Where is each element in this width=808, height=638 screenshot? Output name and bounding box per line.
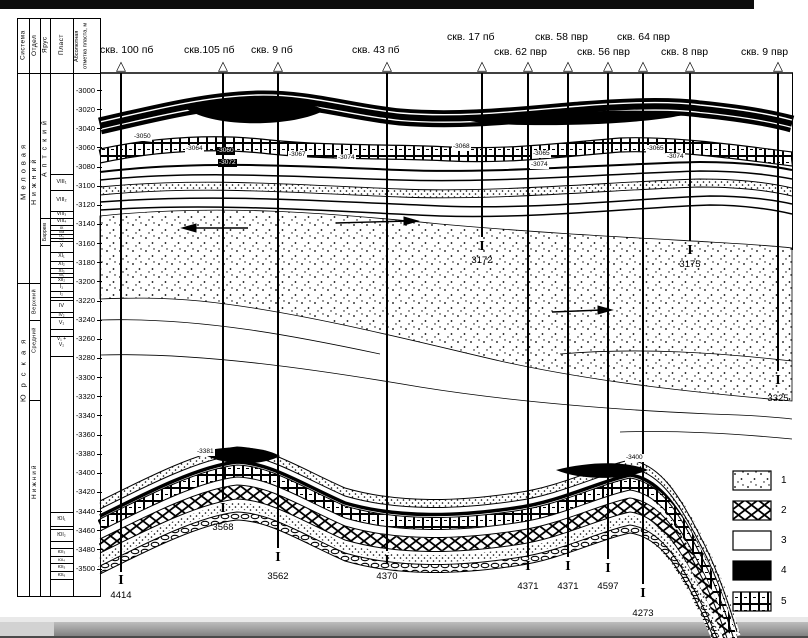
depth-tick-label: -3220: [75, 296, 95, 306]
well-depth-value: 3172: [471, 255, 493, 266]
depth-tick-dash: [97, 224, 102, 225]
horizon-depth-annotation: -3074: [531, 161, 548, 168]
well-head-triangle-icon: △: [273, 58, 283, 73]
system-cell: Юрская: [18, 332, 28, 402]
legend-swatch-blank: [732, 530, 774, 552]
well-label: скв. 58 пвр: [535, 31, 588, 43]
depth-tick-label: -3380: [75, 449, 95, 459]
depth-tick-label: -3180: [75, 257, 95, 267]
depth-tick-dash: [97, 301, 102, 302]
depth-tick-dash: [97, 320, 102, 321]
depth-tick-dash: [97, 109, 102, 110]
depth-tick-dash: [97, 569, 102, 570]
well-depth-value: 4371: [517, 581, 539, 592]
depth-tick-dash: [97, 186, 102, 187]
plast-row-label: ЮI₅: [57, 564, 66, 569]
plast-row-label: IXа: [58, 230, 65, 234]
well-bottom-marker: I: [565, 559, 571, 574]
well-bottom-marker: I: [118, 573, 124, 588]
well-bottom-marker: I: [775, 373, 781, 388]
horizon-depth-annotation: -3067: [289, 151, 306, 158]
well-depth-value: 4414: [110, 590, 132, 601]
legend-item-number: 2: [781, 505, 787, 516]
col-header-yarus: Ярус: [41, 36, 49, 54]
plast-row-label: I₂: [60, 291, 63, 296]
plast-row-label: ЮI₁: [57, 516, 66, 522]
well-bottom-marker: I: [275, 550, 281, 565]
legend-swatch-solid: [732, 560, 774, 582]
well-head-triangle-icon: △: [116, 58, 126, 73]
well-label: скв. 17 пб: [447, 31, 495, 43]
well-head-triangle-icon: △: [523, 58, 533, 73]
horizon-depth-annotation: -3074: [667, 153, 684, 160]
depth-tick-dash: [97, 530, 102, 531]
well-bore-line: [527, 73, 529, 557]
depth-tick-label: -3360: [75, 430, 95, 440]
col-header-system: Система: [19, 30, 27, 60]
well-head-triangle-icon: △: [603, 58, 613, 73]
depth-tick-dash: [97, 511, 102, 512]
depth-tick-label: -3120: [75, 200, 95, 210]
depth-tick-dash: [97, 358, 102, 359]
horizon-depth-annotation: -3400: [626, 454, 643, 461]
depth-tick-dash: [97, 396, 102, 397]
horizon-depth-annotation: -3065: [647, 145, 664, 152]
plast-row-label: IX: [59, 225, 64, 230]
well-label: скв.105 пб: [184, 44, 235, 56]
depth-tick-label: -3040: [75, 123, 95, 133]
depth-tick-dash: [97, 377, 102, 378]
plast-row-label: IX₁: [59, 234, 64, 238]
well-bore-line: [607, 73, 609, 559]
horizon-depth-annotation: -3060: [217, 147, 234, 154]
well-label: скв. 100 пб: [100, 44, 154, 56]
otdel-cell: Нижний: [31, 155, 38, 205]
plast-row-line: [50, 297, 73, 298]
depth-tick-label: -3080: [75, 162, 95, 172]
plast-row-label: VIII₂: [56, 197, 67, 203]
table-grid-hline: [17, 596, 100, 597]
well-label: скв. 9 пвр: [741, 46, 789, 58]
plast-row-line: [50, 579, 73, 580]
legend-item-number: 5: [781, 596, 787, 607]
table-grid-hline: [29, 320, 40, 321]
plast-row-label: VIII₁: [56, 179, 67, 185]
depth-tick-label: -3240: [75, 315, 95, 325]
depth-tick-label: -3300: [75, 372, 95, 382]
plast-row-label: XI₃: [58, 268, 65, 273]
well-bore-line: [642, 73, 644, 584]
well-bore-line: [277, 73, 279, 548]
well-depth-value: 4370: [376, 571, 398, 582]
plast-row-label: ЮI₂: [57, 532, 66, 538]
well-depth-value: 3568: [212, 522, 234, 533]
well-depth-value: 4597: [597, 581, 619, 592]
well-bottom-marker: I: [384, 553, 390, 568]
legend-item-number: 3: [781, 535, 787, 546]
middle-sand-body: [100, 210, 792, 401]
plast-row-label: XII₁: [58, 273, 65, 277]
depth-tick-dash: [97, 90, 102, 91]
plast-row-label: ЮI₄: [58, 557, 65, 562]
horizon-depth-annotation: -3065: [533, 150, 550, 157]
plast-row-label: XII₂: [57, 277, 66, 282]
depth-tick-dash: [97, 473, 102, 474]
depth-tick-label: -3020: [75, 104, 95, 114]
horizon-depth-annotation: -3064: [186, 145, 203, 152]
upper-cretaceous-bands: [100, 95, 792, 217]
well-bottom-marker: I: [479, 239, 485, 254]
depth-tick-label: -3280: [75, 353, 95, 363]
well-bottom-marker: I: [687, 243, 693, 258]
plast-row-label: V₁ + V₂: [56, 336, 67, 348]
table-grid-hline: [40, 245, 50, 246]
plast-row-label: XI₂: [58, 261, 65, 267]
otdel-cell: Средний: [31, 327, 38, 353]
well-bore-line: [567, 73, 569, 557]
depth-tick-label: -3060: [75, 142, 95, 152]
table-grid-hline: [17, 18, 100, 19]
plast-row-label: I₁: [59, 284, 64, 290]
depth-tick-label: -3420: [75, 487, 95, 497]
plast-row-label: VIII₃: [56, 211, 67, 217]
well-depth-value: 4273: [632, 608, 654, 619]
depth-tick-dash: [97, 549, 102, 550]
well-bore-line: [481, 73, 483, 237]
plast-row-line: [50, 541, 73, 542]
depth-tick-label: -3320: [75, 391, 95, 401]
well-label: скв. 8 пвр: [661, 46, 709, 58]
table-grid-hline: [29, 400, 40, 401]
well-bottom-marker: I: [220, 501, 226, 516]
legend-swatch-cross: [732, 500, 774, 522]
otdel-cell: Нижний: [31, 463, 38, 499]
well-depth-value: 3562: [267, 571, 289, 582]
depth-tick-label: -3460: [75, 525, 95, 535]
depth-tick-label: -3260: [75, 334, 95, 344]
depth-tick-dash: [97, 492, 102, 493]
well-head-triangle-icon: △: [773, 58, 783, 73]
well-head-triangle-icon: △: [218, 58, 228, 73]
col-header-abs-mark: Абсолютная отметка пласта, м: [74, 22, 89, 70]
plast-row-label: IV: [58, 303, 65, 309]
well-label: скв. 62 пвр: [494, 46, 547, 58]
otdel-cell: Верхний: [31, 288, 38, 315]
well-depth-value: 3325: [767, 393, 789, 404]
horizon-depth-annotation: -3074: [338, 154, 355, 161]
plast-row-label: IV₂: [58, 312, 65, 317]
depth-tick-dash: [97, 339, 102, 340]
depth-tick-label: -3500: [75, 564, 95, 573]
well-head-triangle-icon: △: [477, 58, 487, 73]
well-bottom-marker: I: [525, 559, 531, 574]
horizon-depth-annotation: -3381: [197, 448, 214, 455]
well-bottom-marker: I: [640, 586, 646, 601]
well-bottom-marker: I: [605, 561, 611, 576]
well-head-triangle-icon: △: [382, 58, 392, 73]
legend-item-number: 4: [781, 565, 787, 576]
depth-tick-dash: [97, 167, 102, 168]
well-bore-line: [777, 73, 779, 371]
plast-row-label: VIII₄: [56, 218, 67, 224]
plast-row-label: X: [59, 243, 64, 249]
depth-tick-label: -3480: [75, 544, 95, 554]
depth-tick-label: -3160: [75, 238, 95, 248]
depth-tick-label: -3000: [75, 85, 95, 95]
plast-row-label: XI₁: [58, 253, 65, 259]
plast-row-label: IX₂: [59, 238, 64, 241]
yarus-cell: Аптский: [41, 116, 49, 178]
well-label: скв. 64 пвр: [617, 31, 670, 43]
well-head-triangle-icon: △: [638, 58, 648, 73]
horizon-depth-annotation: -3072: [219, 159, 236, 166]
well-depth-value: 4371: [557, 581, 579, 592]
well-label: скв. 9 пб: [251, 44, 293, 56]
plast-row-line: [50, 356, 73, 357]
depth-tick-dash: [97, 205, 102, 206]
horizon-depth-annotation: -3050: [134, 133, 151, 140]
well-bore-line: [120, 73, 122, 572]
well-depth-value: 3175: [679, 259, 701, 270]
plast-row-label: ЮI₃: [57, 549, 66, 554]
plast-row-line: [50, 329, 73, 330]
well-label: скв. 56 пвр: [577, 46, 630, 58]
depth-tick-dash: [97, 435, 102, 436]
table-grid-hline: [17, 73, 100, 74]
depth-tick-dash: [97, 415, 102, 416]
legend-item-number: 1: [781, 475, 787, 486]
depth-tick-dash: [97, 243, 102, 244]
well-head-triangle-icon: △: [685, 58, 695, 73]
depth-tick-dash: [97, 262, 102, 263]
legend-swatch-dots: [732, 470, 774, 492]
well-head-triangle-icon: △: [563, 58, 573, 73]
depth-tick-dash: [97, 147, 102, 148]
system-cell: Меловая: [18, 140, 28, 201]
well-bore-line: [386, 73, 388, 551]
depth-tick-label: -3400: [75, 468, 95, 478]
depth-tick-label: -3140: [75, 219, 95, 229]
yarus-cell: Баррем: [42, 223, 48, 241]
depth-tick-label: -3100: [75, 181, 95, 191]
legend-swatch-vbrick: [732, 591, 774, 613]
depth-tick-dash: [97, 281, 102, 282]
horizon-depth-annotation: -3068: [453, 143, 470, 150]
well-bore-line: [222, 73, 224, 499]
depth-tick-dash: [97, 454, 102, 455]
depth-tick-label: -3440: [75, 506, 95, 516]
well-bore-line: [689, 73, 691, 241]
plast-row-label: V₁: [58, 320, 65, 326]
col-header-otdel: Отдел: [31, 34, 38, 56]
well-label: скв. 43 пб: [352, 44, 400, 56]
depth-tick-dash: [97, 128, 102, 129]
depth-tick-label: -3200: [75, 276, 95, 286]
col-header-plast: Пласт: [58, 34, 65, 56]
plast-row-line: [50, 526, 73, 527]
plast-row-label: ЮI₆: [57, 572, 66, 577]
depth-tick-label: -3340: [75, 410, 95, 420]
